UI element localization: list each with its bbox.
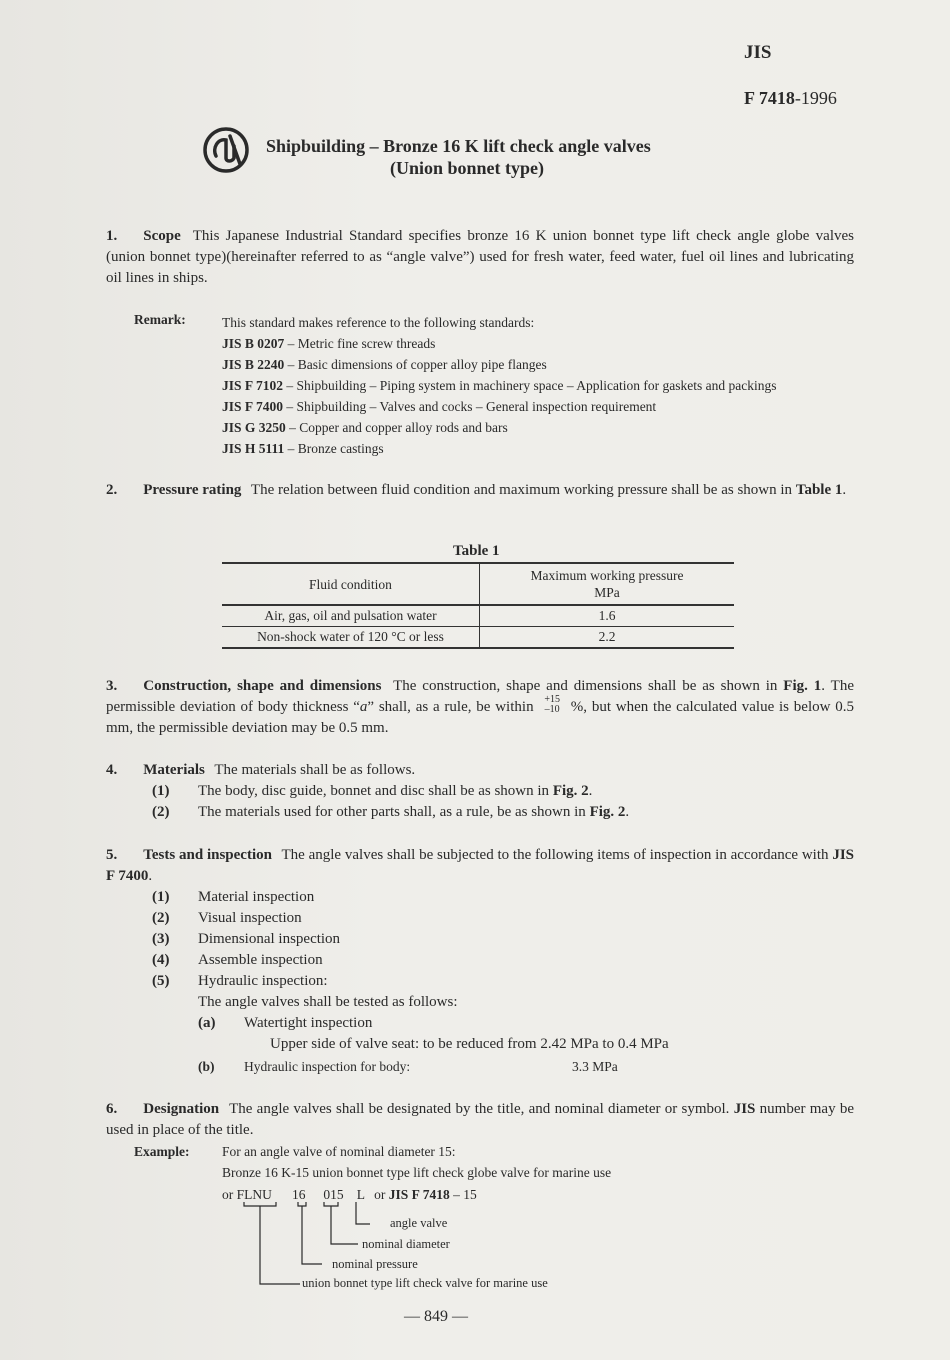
list-item: (5) Hydraulic inspection:	[152, 973, 328, 989]
column-header-pressure: Maximum working pressure MPa	[480, 563, 735, 605]
column-header-fluid: Fluid condition	[222, 563, 480, 605]
list-item: (2) Visual inspection	[152, 910, 302, 926]
section-scope: 1. Scope This Japanese Industrial Standard specifies bronze 16 K union bonnet type lift check angle globe valves (union bonnet type)(hereinafter referred to as “angle valve”) used for fresh water, feed water, fuel oil lines and lubricating oil lines in ships.	[106, 228, 854, 286]
reference-item: JIS G 3250 – Copper and copper alloy rods and bars	[222, 420, 508, 435]
list-item: (2) The materials used for other parts shall, as a rule, be as shown in Fig. 2.	[152, 804, 630, 820]
header-standard-number: F 7418-1996	[744, 88, 837, 108]
remark-body	[222, 312, 776, 459]
cell-pressure: 2.2	[480, 627, 735, 649]
section-construction: 3. Construction, shape and dimensions The construction, shape and dimensions shall be as shown in Fig. 1. The permissible deviation of body thickness “a” shall, as a rule, be within +15 –10 %, but when the calculated value is below 0.5 mm, the permissible deviation may be 0.5 mm.	[106, 678, 854, 736]
reference-item: JIS F 7102 – Shipbuilding – Piping system in machinery space – Application for gaskets and packings	[222, 378, 777, 393]
reference-item: JIS F 7400 – Shipbuilding – Valves and cocks – General inspection requirement	[222, 399, 657, 414]
cell-fluid: Non-shock water of 120 °C or less	[222, 627, 480, 649]
list-item: (4) Assemble inspection	[152, 952, 323, 968]
sub-item-a: (a) Watertight inspection	[198, 1015, 373, 1031]
list-item: (1) The body, disc guide, bonnet and disc shall be as shown in Fig. 2.	[152, 783, 593, 799]
hydraulic-intro: The angle valves shall be tested as follows:	[198, 994, 458, 1010]
sub-item-b-value: 3.3 MPa	[572, 1059, 618, 1074]
example-line2: Bronze 16 K-15 union bonnet type lift check globe valve for marine use	[222, 1165, 612, 1180]
section-materials: 4. Materials The materials shall be as follows.	[106, 762, 416, 778]
table-row	[222, 605, 734, 627]
reference-item: JIS B 0207 – Metric fine screw threads	[222, 336, 436, 351]
table-header-row	[222, 563, 734, 605]
designation-code: or FLNU 16 015 L or JIS F 7418 – 15	[222, 1187, 477, 1202]
reference-item: JIS B 2240 – Basic dimensions of copper alloy pipe flanges	[222, 357, 547, 372]
legend-angle-valve: angle valve	[390, 1216, 448, 1230]
remark-label: Remark:	[134, 312, 186, 327]
sub-item-b: (b) Hydraulic inspection for body:	[198, 1059, 411, 1074]
list-item: (3) Dimensional inspection	[152, 931, 341, 947]
reference-item: JIS H 5111 – Bronze castings	[222, 441, 384, 456]
document-title-line1: Shipbuilding – Bronze 16 K lift check angle valves	[266, 136, 651, 156]
legend-nominal-diameter: nominal diameter	[362, 1237, 450, 1251]
tolerance: +15 –10	[544, 693, 560, 715]
cell-fluid: Air, gas, oil and pulsation water	[222, 605, 480, 627]
section-tests: 5. Tests and inspection The angle valves shall be subjected to the following items of inspection in accordance with JIS F 7400.	[106, 847, 854, 884]
jis-mark-logo	[200, 124, 252, 176]
table-row	[222, 627, 734, 649]
list-item: (1) Material inspection	[152, 889, 315, 905]
cell-pressure: 1.6	[480, 605, 735, 627]
document-title-line2: (Union bonnet type)	[390, 158, 545, 178]
table1-caption: Table 1	[453, 543, 500, 559]
table1	[222, 562, 734, 649]
legend-union-bonnet: union bonnet type lift check valve for marine use	[302, 1276, 548, 1290]
legend-nominal-pressure: nominal pressure	[332, 1257, 418, 1271]
sub-item-a-detail: Upper side of valve seat: to be reduced from 2.42 MPa to 0.4 MPa	[270, 1036, 669, 1052]
example-label: Example:	[134, 1144, 190, 1159]
header-org: JIS	[744, 42, 772, 63]
section-pressure-rating: 2. Pressure rating The relation between fluid condition and maximum working pressure shall be as shown in Table 1.	[106, 482, 847, 498]
remark-intro: This standard makes reference to the following standards:	[222, 315, 535, 330]
example-line1: For an angle valve of nominal diameter 15:	[222, 1144, 456, 1159]
page-number: — 849 —	[404, 1308, 468, 1325]
section-designation: 6. Designation The angle valves shall be designated by the title, and nominal diameter or symbol. JIS number may be used in place of the title.	[106, 1101, 854, 1138]
